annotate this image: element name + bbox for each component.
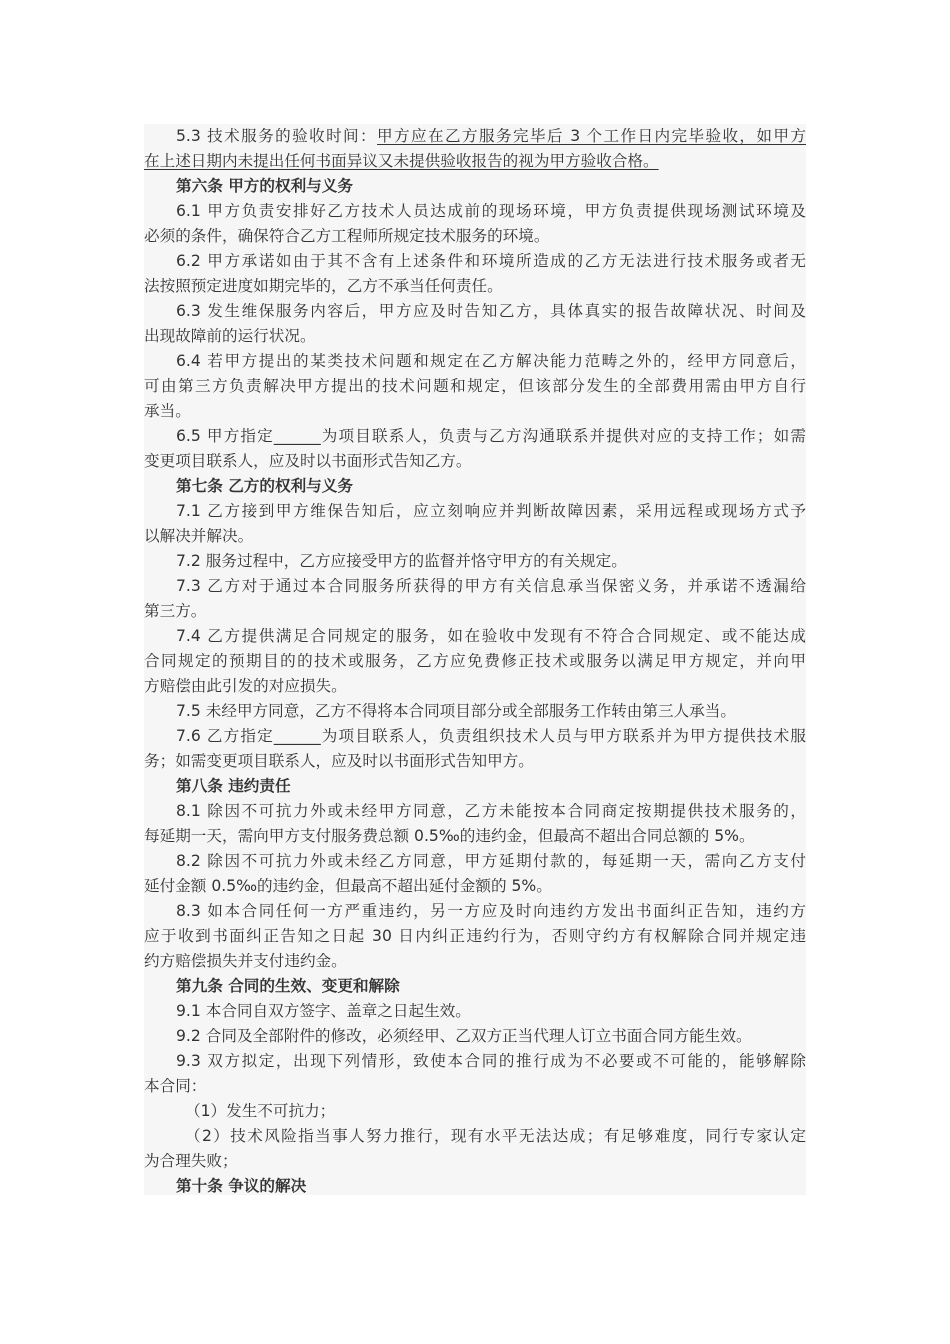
clause-6-4-line-3: 承当。 [144, 402, 191, 420]
clause-7-4-line-2: 合同规定的预期目的的技术或服务，乙方应免费修正技术或服务以满足甲方规定，并向甲 [144, 652, 806, 670]
clause-7-1-line-1: 7.1 乙方接到甲方维保告知后，应立刻响应并判断故障因素，采用远程或现场方式予 [176, 502, 806, 520]
clause-6-1-line-2: 必须的条件，确保符合乙方工程师所规定技术服务的环境。 [144, 227, 550, 245]
clause-7-4-line-3: 方赔偿由此引发的对应损失。 [144, 677, 347, 695]
clause-6-3-line-2: 出现故障前的运行状况。 [144, 327, 316, 345]
clause-7-1-line-2: 以解决并解决。 [144, 527, 254, 545]
clause-8-2-line-2: 延付金额 0.5‰的违约金，但最高不超出延付金额的 5%。 [144, 877, 552, 895]
clause-8-3-line-1: 8.3 如本合同任何一方严重违约，另一方应及时向违约方发出书面纠正告知，违约方 [176, 902, 806, 920]
clause-7-2-line-1: 7.2 服务过程中，乙方应接受甲方的监督并恪守甲方的有关规定。 [176, 552, 627, 570]
article-9-heading: 第九条 合同的生效、变更和解除 [176, 977, 400, 995]
clause-6-2-line-1: 6.2 甲方承诺如由于其不含有上述条件和环境所造成的乙方无法进行技术服务或者无 [176, 252, 806, 270]
clause-8-1-line-1: 8.1 除因不可抗力外或未经甲方同意，乙方未能按本合同商定按期提供技术服务的， [176, 802, 806, 820]
clause-6-4-line-1: 6.4 若甲方提出的某类技术问题和规定在乙方解决能力范畴之外的，经甲方同意后， [176, 352, 806, 370]
clause-7-4-line-1: 7.4 乙方提供满足合同规定的服务，如在验收中发现有不符合合同规定、或不能达成 [176, 627, 806, 645]
clause-7-5-line-1: 7.5 未经甲方同意，乙方不得将本合同项目部分或全部服务工作转由第三人承当。 [176, 702, 736, 720]
clause-8-3-line-2: 应于收到书面纠正告知之日起 30 日内纠正违约行为，否则守约方有权解除合同并规定违 [144, 927, 806, 945]
article-8-heading: 第八条 违约责任 [176, 777, 291, 795]
clause-9-3-item-2-line-1: （2）技术风险指当事人努力推行，现有水平无法达成；有足够难度，同行专家认定 [185, 1127, 806, 1145]
clause-6-5-line-2: 变更项目联系人，应及时以书面形式告知乙方。 [144, 452, 472, 470]
article-6-heading: 第六条 甲方的权利与义务 [176, 177, 353, 195]
clause-7-6-line-2: 务；如需变更项目联系人，应及时以书面形式告知甲方。 [144, 752, 534, 770]
clause-9-1-line-1: 9.1 本合同自双方签字、盖章之日起生效。 [176, 1002, 471, 1020]
clause-5-3-line-2: 在上述日期内未提出任何书面异议又未提供验收报告的视为甲方验收合格。 [144, 152, 659, 170]
clause-7-3-line-1: 7.3 乙方对于通过本合同服务所获得的甲方有关信息承当保密义务，并承诺不透漏给 [176, 577, 806, 595]
clause-5-3-line-1: 5.3 技术服务的验收时间：甲方应在乙方服务完毕后 3 个工作日内完毕验收，如甲方 [176, 127, 806, 145]
clause-9-3-item-2-line-2: 为合理失败； [144, 1152, 238, 1170]
clause-9-3-item-1: （1）发生不可抗力； [185, 1102, 336, 1120]
clause-8-2-line-1: 8.2 除因不可抗力外或未经乙方同意，甲方延期付款的，每延期一天，需向乙方支付 [176, 852, 806, 870]
clause-7-6-line-1: 7.6 乙方指定______为项目联系人，负责组织技术人员与甲方联系并为甲方提供技术服 [176, 727, 806, 745]
clause-8-3-line-3: 约方赔偿损失并支付违约金。 [144, 952, 347, 970]
clause-7-3-line-2: 第三方。 [144, 602, 207, 620]
article-7-heading: 第七条 乙方的权利与义务 [176, 477, 353, 495]
clause-6-4-line-2: 可由第三方负责解决甲方提出的技术问题和规定，但该部分发生的全部费用需由甲方自行 [144, 377, 806, 395]
clause-6-1-line-1: 6.1 甲方负责安排好乙方技术人员达成前的现场环境，甲方负责提供现场测试环境及 [176, 202, 806, 220]
clause-9-3-line-2: 本合同： [144, 1077, 207, 1095]
contract-text-body [144, 124, 806, 1195]
clause-9-2-line-1: 9.2 合同及全部附件的修改，必须经甲、乙双方正当代理人订立书面合同方能生效。 [176, 1027, 752, 1045]
article-10-heading: 第十条 争议的解决 [176, 1177, 307, 1195]
clause-6-3-line-1: 6.3 发生维保服务内容后，甲方应及时告知乙方，具体真实的报告故障状况、时间及 [176, 302, 806, 320]
clause-6-2-line-2: 法按照预定进度如期完毕的，乙方不承当任何责任。 [144, 277, 503, 295]
clause-9-3-line-1: 9.3 双方拟定，出现下列情形，致使本合同的推行成为不必要或不可能的，能够解除 [176, 1052, 806, 1070]
clause-6-5-line-1: 6.5 甲方指定______为项目联系人，负责与乙方沟通联系并提供对应的支持工作；如需 [176, 427, 806, 445]
clause-8-1-line-2: 每延期一天，需向甲方支付服务费总额 0.5‰的违约金，但最高不超出合同总额的 5%。 [144, 827, 755, 845]
